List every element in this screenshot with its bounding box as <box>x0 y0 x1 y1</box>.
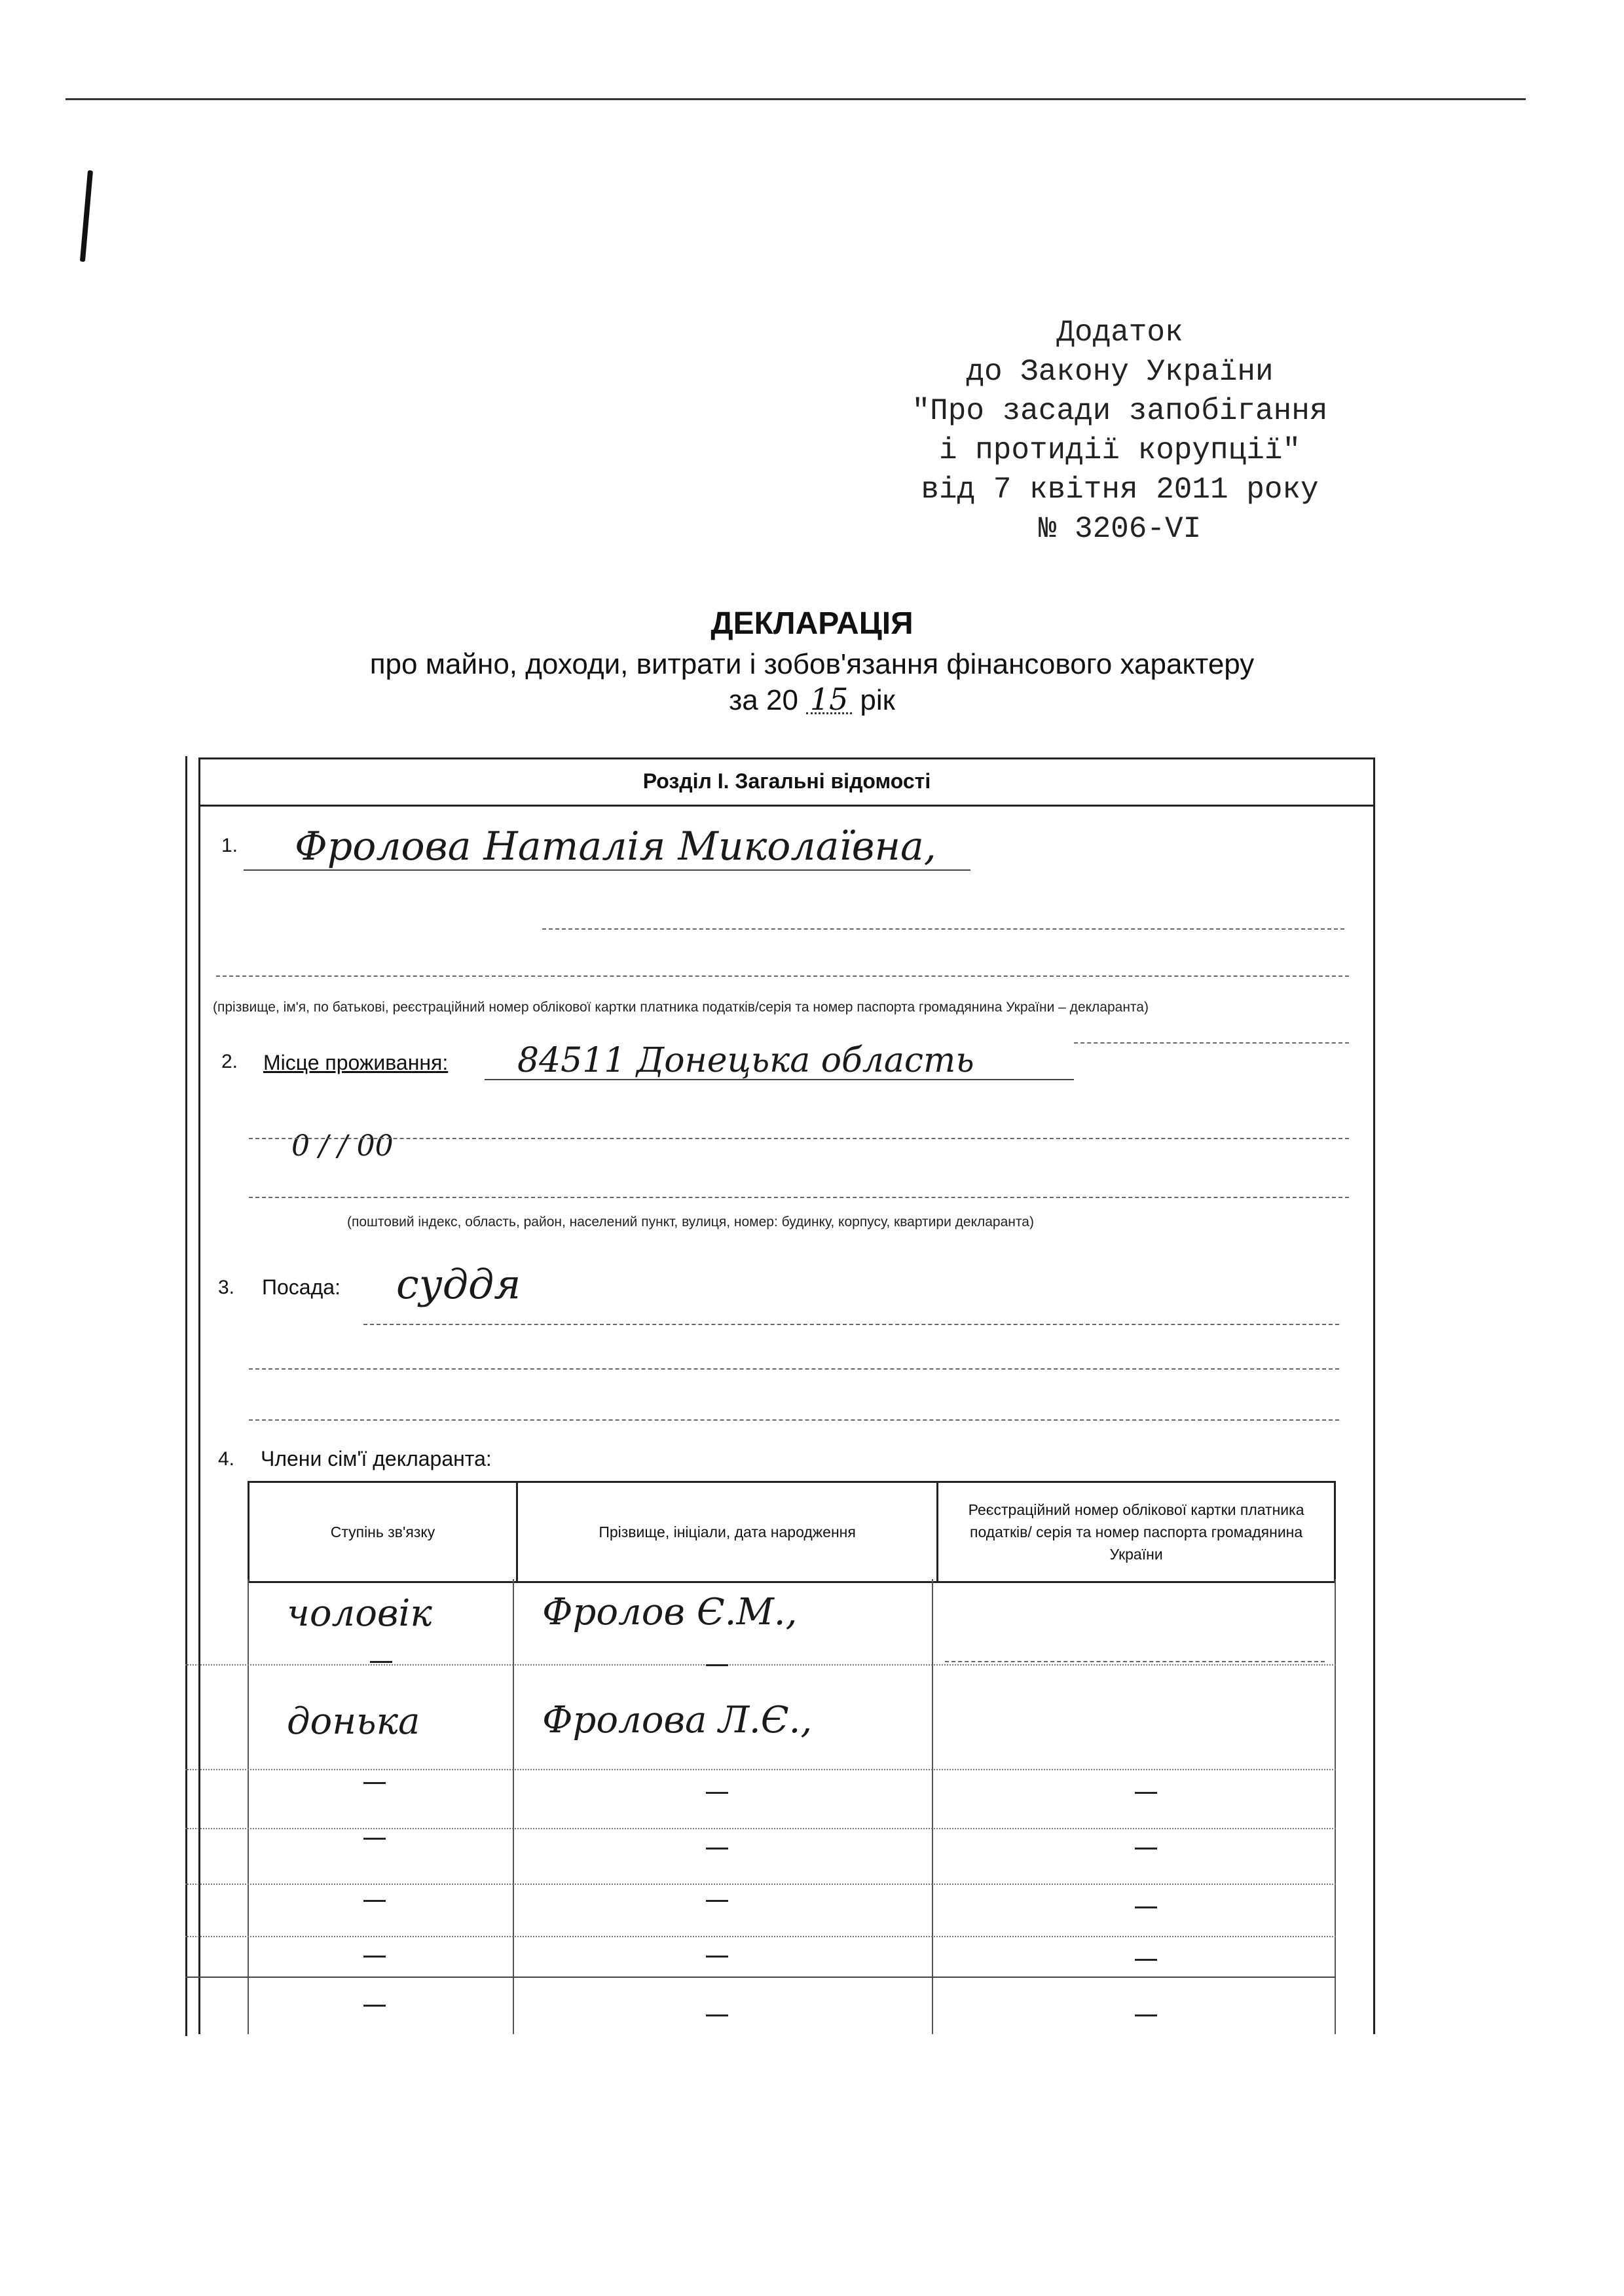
empty-dash <box>1135 1848 1157 1850</box>
item-2-label: Місце проживання: <box>263 1051 449 1074</box>
item-2-line-2 <box>249 1138 1349 1139</box>
empty-dash <box>706 1956 728 1958</box>
empty-dash <box>706 1792 728 1794</box>
item-1-line-2 <box>542 928 1344 930</box>
item-3-number: 3. <box>218 1277 235 1298</box>
row-1-id-line <box>945 1661 1325 1662</box>
row-2-relation: донька <box>287 1700 420 1743</box>
table-row <box>185 1884 1336 1885</box>
row-1-name: Фролов Є.М., <box>542 1591 798 1633</box>
grid-line <box>1335 1579 1336 2034</box>
empty-dash <box>706 1848 728 1850</box>
annex-line-1: Додаток <box>1056 316 1183 350</box>
empty-dash <box>363 1900 386 1902</box>
item-1-number: 1. <box>221 835 238 856</box>
annex-header <box>838 313 1401 549</box>
top-scan-rule <box>65 98 1526 100</box>
item-2-line <box>485 1079 1074 1080</box>
annex-line-2: до Закону України <box>966 355 1274 389</box>
grid-line <box>513 1579 514 2034</box>
item-3-position-handwritten: суддя <box>396 1260 521 1308</box>
col-relation-header: Ступінь зв'язку <box>249 1482 517 1582</box>
grid-line <box>932 1579 933 2034</box>
row-1-relation: чоловік <box>287 1592 432 1635</box>
table-row <box>185 1664 1336 1666</box>
item-1-line-3 <box>216 975 1349 977</box>
col-id-header: Реєстраційний номер облікової картки платника податків/ серія та номер паспорта громадянина України <box>938 1482 1335 1582</box>
item-3-line <box>363 1324 1339 1325</box>
col-name-header: Прізвище, ініціали, дата народження <box>517 1482 937 1582</box>
declaration-year <box>0 684 1624 717</box>
empty-dash <box>706 1664 728 1666</box>
family-table-body <box>185 1579 1336 2034</box>
grid-line <box>248 1579 249 2034</box>
item-4-label: Члени сім'ї декларанта: <box>261 1447 492 1470</box>
item-2-line-3 <box>249 1197 1349 1198</box>
item-2-caption: (поштовий індекс, область, район, населений пункт, вулиця, номер: будинку, корпусу, квартири декларанта) <box>347 1214 1034 1230</box>
annex-line-4: і протидії корупції" <box>938 433 1301 467</box>
empty-dash <box>363 1782 386 1784</box>
annex-line-3: "Про засади запобігання <box>912 394 1328 428</box>
empty-dash <box>706 1900 728 1902</box>
table-row <box>185 1769 1336 1770</box>
annex-line-5: від 7 квітня 2011 року <box>921 473 1319 507</box>
empty-dash <box>370 1661 392 1663</box>
item-4-number: 4. <box>218 1448 235 1470</box>
item-3-line-2 <box>249 1368 1339 1370</box>
empty-dash <box>706 2014 728 2016</box>
item-1-caption: (прізвище, ім'я, по батькові, реєстраційний номер облікової картки платника податків/серія та номер паспорта громадянина України – декларанта) <box>213 1000 1149 1015</box>
empty-dash <box>1135 2014 1157 2016</box>
section-1-header: Розділ І. Загальні відомості <box>198 757 1375 807</box>
year-handwritten: 15 <box>806 686 852 714</box>
declaration-title: ДЕКЛАРАЦІЯ <box>710 606 913 641</box>
family-table-header <box>248 1481 1336 1583</box>
empty-dash <box>363 1956 386 1958</box>
empty-dash <box>363 1838 386 1840</box>
row-2-name: Фролова Л.Є., <box>542 1699 813 1741</box>
item-2-address-handwritten: 84511 Донецька область <box>517 1041 974 1080</box>
empty-dash <box>1135 1959 1157 1961</box>
item-1-name-handwritten: Фролова Наталія Миколаївна, <box>295 824 936 869</box>
item-2-number: 2. <box>221 1051 238 1072</box>
year-postfix: рік <box>860 684 895 716</box>
table-row <box>185 1936 1336 1937</box>
item-3-label: Посада: <box>262 1275 341 1299</box>
table-row <box>185 1828 1336 1829</box>
annex-line-6: № 3206-VI <box>1038 512 1202 546</box>
empty-dash <box>1135 1906 1157 1908</box>
item-1-line <box>244 869 970 871</box>
empty-dash <box>363 2005 386 2007</box>
declaration-subtitle: про майно, доходи, витрати і зобов'язання фінансового характеру <box>369 648 1255 680</box>
item-2-address-line-2-handwritten: 0 / / 00 <box>291 1129 394 1163</box>
table-row <box>185 1977 1336 1978</box>
item-1-line-4 <box>1074 1042 1349 1044</box>
item-3-line-3 <box>249 1419 1339 1421</box>
empty-dash <box>1135 1792 1157 1794</box>
handwritten-mark <box>80 170 93 262</box>
year-prefix: за 20 <box>729 684 798 716</box>
